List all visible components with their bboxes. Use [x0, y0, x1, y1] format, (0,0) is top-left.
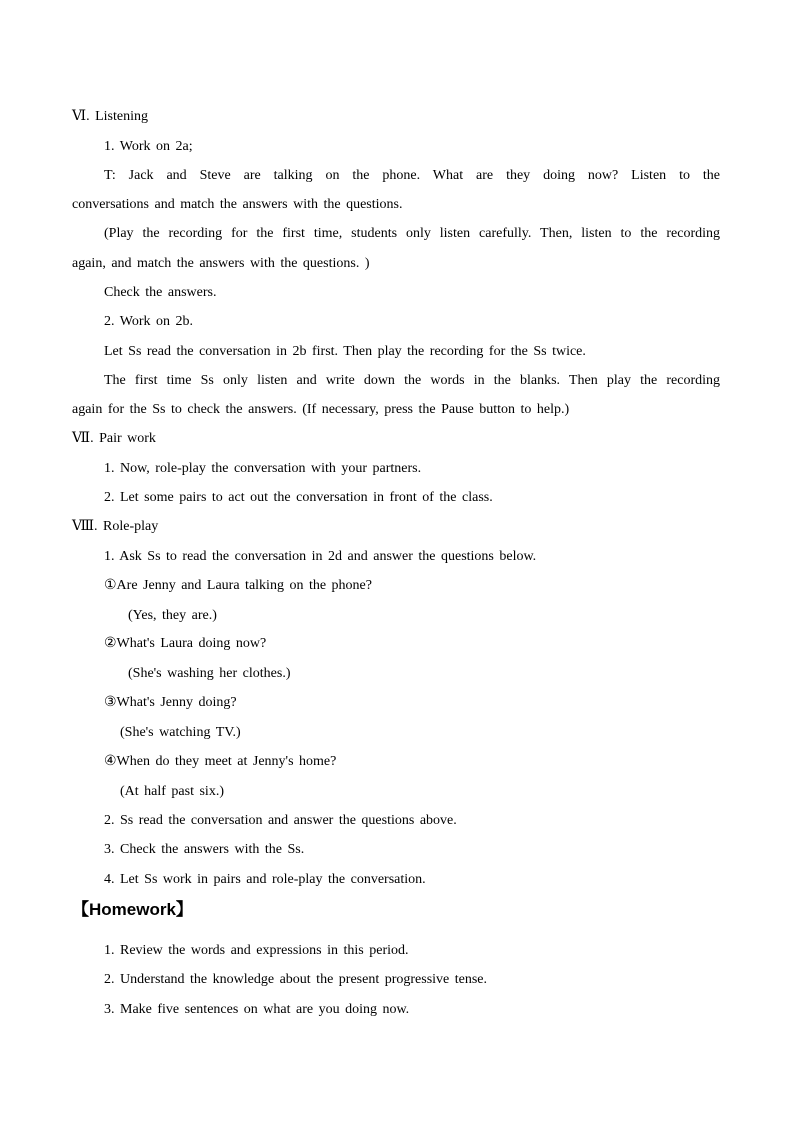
section-heading-role-play: Ⅷ. Role-play: [72, 519, 159, 534]
listening-2-first-line-1: The first time Ss only listen and write down the words in the blanks. Then play the recording: [104, 373, 720, 388]
role-answer-2: (She's washing her clothes.): [128, 666, 291, 681]
role-item-3: 3. Check the answers with the Ss.: [104, 842, 305, 857]
homework-item-1: 1. Review the words and expressions in this period.: [104, 943, 409, 958]
listening-teacher-line-1: T: Jack and Steve are talking on the phone. What are they doing now? Listen to the: [104, 168, 720, 183]
role-question-3: ③What's Jenny doing?: [104, 695, 237, 710]
section-heading-pair-work: Ⅶ. Pair work: [72, 431, 156, 446]
listening-play-line-2: again, and match the answers with the questions. ): [72, 256, 370, 271]
role-question-4: ④When do they meet at Jenny's home?: [104, 754, 337, 769]
role-question-2: ②What's Laura doing now?: [104, 636, 267, 651]
role-item-4: 4. Let Ss work in pairs and role-play the conversation.: [104, 872, 426, 887]
listening-play-line-1: (Play the recording for the first time, students only listen carefully. Then, listen to the recording: [104, 226, 720, 241]
role-answer-4: (At half past six.): [120, 784, 224, 799]
listening-2-read: Let Ss read the conversation in 2b first. Then play the recording for the Ss twice.: [104, 344, 586, 359]
listening-teacher-line-2: conversations and match the answers with the questions.: [72, 197, 403, 212]
homework-item-3: 3. Make five sentences on what are you doing now.: [104, 1002, 410, 1017]
role-question-1: ①Are Jenny and Laura talking on the phone?: [104, 578, 372, 593]
listening-item-1: 1. Work on 2a;: [104, 139, 193, 154]
section-heading-listening: Ⅵ. Listening: [72, 109, 148, 124]
role-item-2: 2. Ss read the conversation and answer the questions above.: [104, 813, 457, 828]
pair-item-1: 1. Now, role-play the conversation with your partners.: [104, 461, 422, 476]
listening-check: Check the answers.: [104, 285, 217, 300]
listening-item-2: 2. Work on 2b.: [104, 314, 194, 329]
pair-item-2: 2. Let some pairs to act out the conversation in front of the class.: [104, 490, 493, 505]
role-answer-3: (She's watching TV.): [120, 725, 241, 740]
homework-item-2: 2. Understand the knowledge about the present progressive tense.: [104, 972, 488, 987]
homework-heading: 【Homework】: [72, 900, 193, 919]
listening-2-first-line-2: again for the Ss to check the answers. (If necessary, press the Pause button to help.): [72, 402, 570, 417]
role-item-1: 1. Ask Ss to read the conversation in 2d and answer the questions below.: [104, 549, 537, 564]
role-answer-1: (Yes, they are.): [128, 608, 217, 623]
